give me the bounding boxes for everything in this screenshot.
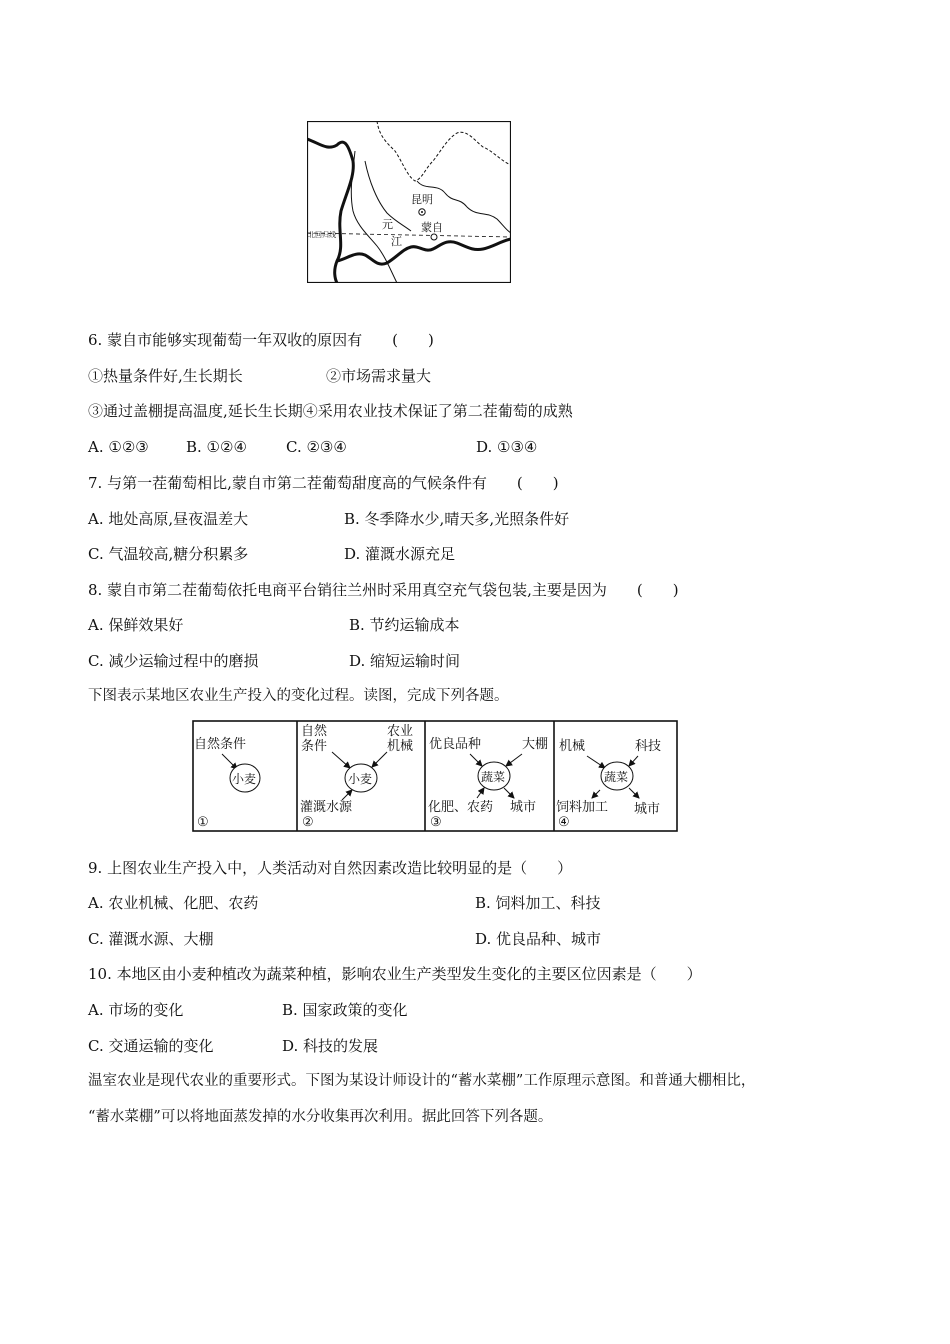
q6-option-a[interactable]: A. ①②③ — [88, 438, 149, 456]
q6-bracket: ( ) — [392, 331, 434, 349]
p2-factor-1b: 条件 — [301, 739, 328, 754]
q9-option-a[interactable]: A. 农业机械、化肥、农药 — [88, 894, 259, 912]
p1-factor: 自然条件 — [194, 737, 247, 752]
river-label-1: 元 — [382, 218, 393, 231]
q7-option-a[interactable]: A. 地处高原,昼夜温差大 — [88, 510, 249, 528]
mengzi-label: 蒙自 — [421, 221, 443, 234]
q8-option-b[interactable]: B. 节约运输成本 — [349, 616, 460, 634]
q7-option-d[interactable]: D. 灌溉水源充足 — [344, 545, 456, 563]
yunnan-map — [307, 121, 511, 283]
p3-crop: 蔬菜 — [481, 770, 506, 784]
q8-stem: 8. 蒙自市第二茬葡萄依托电商平台销往兰州时采用真空充气袋包装,主要是因为 ( ) — [88, 581, 679, 599]
p2-factor-3: 灌溉水源 — [300, 800, 353, 815]
p3-factor-1: 优良品种 — [429, 737, 482, 752]
river-label-2: 江 — [391, 235, 402, 248]
p4-factor-3: 饲料加工 — [556, 800, 609, 815]
intro-text-2-line-1: 温室农业是现代农业的重要形式。下图为某设计师设计的“蓄水菜棚”工作原理示意图。和普通大棚相比， — [88, 1073, 756, 1089]
p4-factor-1: 机械 — [559, 739, 586, 754]
q6-option-b[interactable]: B. ①②④ — [186, 438, 247, 456]
p2-factor-2b: 机械 — [387, 739, 414, 754]
q6-statement-3: ③通过盖棚提高温度,延长生长期④采用农业技术保证了第二茬葡萄的成熟 — [88, 402, 573, 420]
q10-option-c[interactable]: C. 交通运输的变化 — [88, 1037, 214, 1055]
q7-option-c[interactable]: C. 气温较高,糖分积累多 — [88, 545, 249, 563]
p1-crop: 小麦 — [232, 772, 257, 786]
p4-factor-2: 科技 — [635, 739, 662, 754]
q7-stem: 7. 与第一茬葡萄相比,蒙自市第二茬葡萄甜度高的气候条件有 ( ) — [88, 474, 559, 492]
p3-factor-3: 化肥、农药 — [428, 800, 494, 815]
q8-option-d[interactable]: D. 缩短运输时间 — [349, 652, 461, 670]
q9-stem: 9. 上图农业生产投入中，人类活动对自然因素改造比较明显的是（ ） — [88, 859, 573, 877]
q6-option-d[interactable]: D. ①③④ — [476, 438, 538, 456]
p4-factor-4: 城市 — [634, 802, 661, 817]
p2-factor-2a: 农业 — [387, 724, 414, 739]
q8-option-a[interactable]: A. 保鲜效果好 — [88, 616, 184, 634]
p3-factor-4: 城市 — [510, 800, 537, 815]
p4-crop: 蔬菜 — [604, 770, 629, 784]
p2-num: ② — [302, 815, 314, 830]
p2-crop: 小麦 — [348, 772, 373, 786]
q6-stem: 6. 蒙自市能够实现葡萄一年双收的原因有 ( ) — [88, 331, 434, 349]
q8-bracket: ( ) — [636, 581, 679, 599]
p4-num: ④ — [558, 815, 570, 830]
p1-num: ① — [197, 815, 209, 830]
tropic-label: 北回归线 — [308, 231, 336, 239]
q10-option-d[interactable]: D. 科技的发展 — [282, 1037, 379, 1055]
mengzi-marker — [431, 234, 437, 240]
intro-text-1: 下图表示某地区农业生产投入的变化过程。读图，完成下列各题。 — [88, 688, 509, 704]
q6-statement-2: ②市场需求量大 — [326, 367, 432, 385]
p3-num: ③ — [430, 815, 442, 830]
q9-option-c[interactable]: C. 灌溉水源、大棚 — [88, 930, 214, 948]
intro-text-2-line-2: “蓄水菜棚”可以将地面蒸发掉的水分收集再次利用。据此回答下列各题。 — [88, 1109, 553, 1125]
q6-option-c[interactable]: C. ②③④ — [286, 438, 347, 456]
q7-bracket: ( ) — [516, 474, 559, 492]
p3-factor-2: 大棚 — [522, 737, 549, 752]
q9-option-d[interactable]: D. 优良品种、城市 — [475, 930, 602, 948]
q6-statement-1: ①热量条件好,生长期长 — [88, 367, 243, 385]
q9-option-b[interactable]: B. 饲料加工、科技 — [475, 894, 601, 912]
q8-option-c[interactable]: C. 减少运输过程中的磨损 — [88, 652, 259, 670]
p2-factor-1a: 自然 — [301, 724, 328, 739]
q7-option-b[interactable]: B. 冬季降水少,晴天多,光照条件好 — [344, 510, 570, 528]
q10-option-b[interactable]: B. 国家政策的变化 — [282, 1001, 408, 1019]
kunming-label: 昆明 — [411, 193, 433, 206]
q10-stem: 10. 本地区由小麦种植改为蔬菜种植，影响农业生产类型发生变化的主要区位因素是（ ） — [88, 965, 702, 983]
q10-option-a[interactable]: A. 市场的变化 — [88, 1001, 184, 1019]
agri-input-diagram — [192, 720, 678, 832]
